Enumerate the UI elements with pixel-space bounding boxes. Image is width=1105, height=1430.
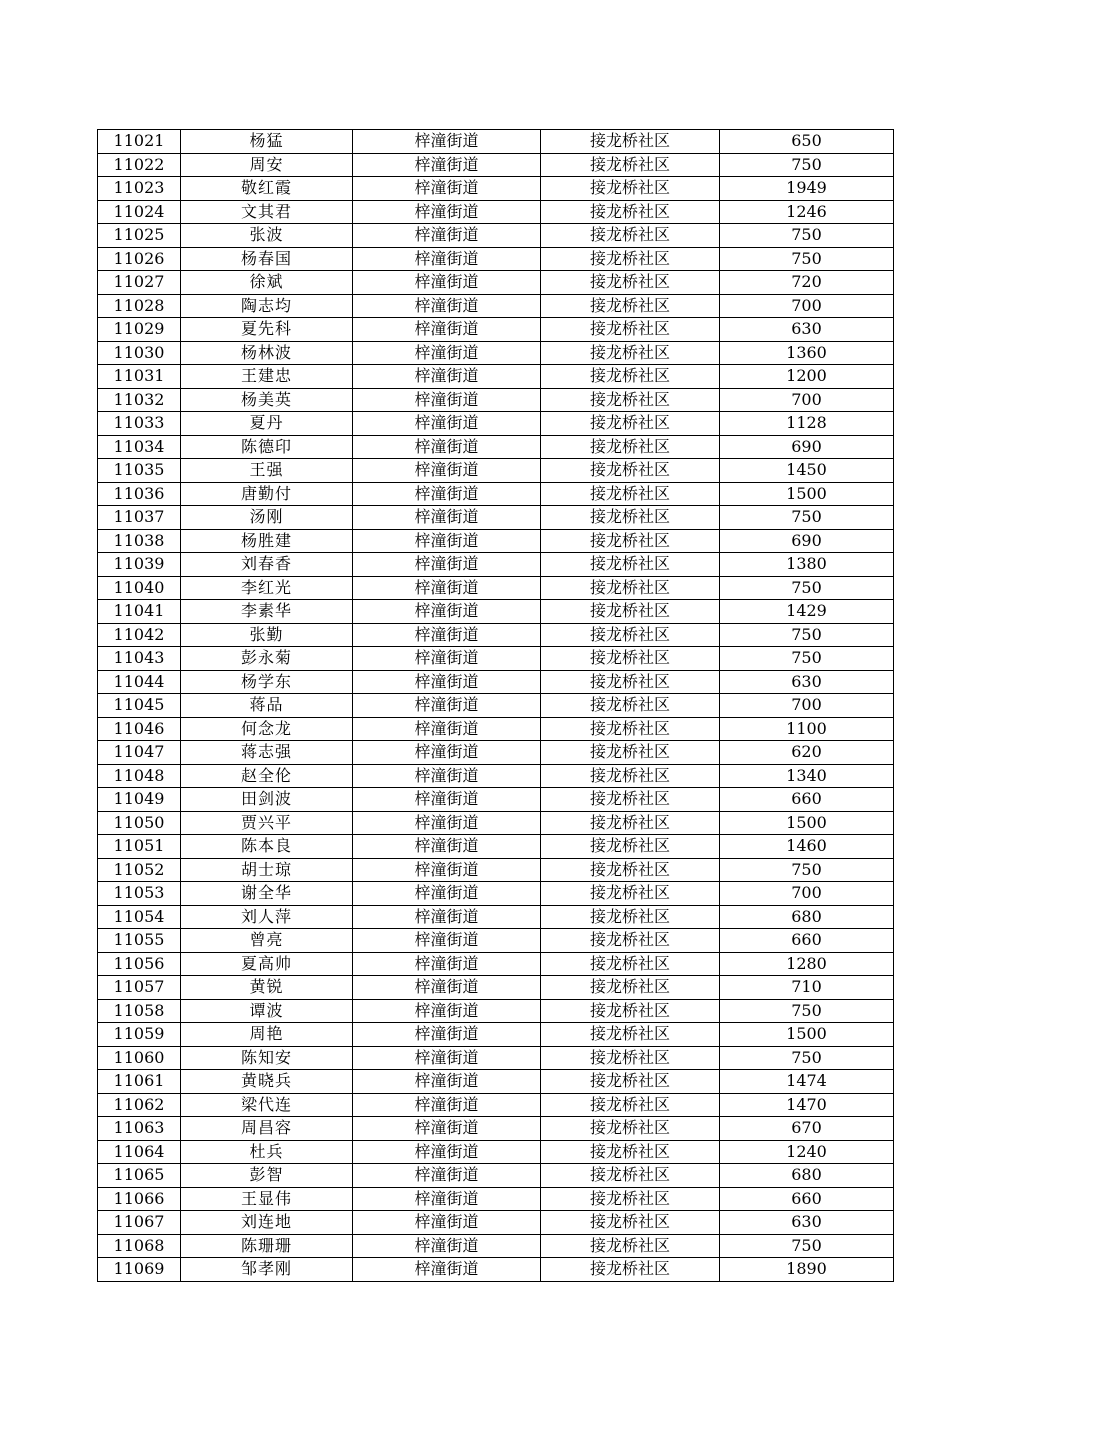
name-cell: 彭永菊 xyxy=(181,647,353,671)
table-row xyxy=(98,412,894,436)
name-cell: 陶志均 xyxy=(181,294,353,318)
id-cell: 11031 xyxy=(98,365,181,389)
street-cell: 梓潼街道 xyxy=(353,341,541,365)
community-cell: 接龙桥社区 xyxy=(541,1140,720,1164)
name-cell: 梁代连 xyxy=(181,1093,353,1117)
id-cell: 11044 xyxy=(98,670,181,694)
street-cell: 梓潼街道 xyxy=(353,153,541,177)
table-row xyxy=(98,882,894,906)
name-cell: 唐勤付 xyxy=(181,482,353,506)
name-cell: 蒋志强 xyxy=(181,741,353,765)
name-cell: 夏丹 xyxy=(181,412,353,436)
street-cell: 梓潼街道 xyxy=(353,741,541,765)
community-cell: 接龙桥社区 xyxy=(541,905,720,929)
street-cell: 梓潼街道 xyxy=(353,529,541,553)
table-row xyxy=(98,670,894,694)
name-cell: 谢全华 xyxy=(181,882,353,906)
name-cell: 胡士琼 xyxy=(181,858,353,882)
table-row xyxy=(98,271,894,295)
table-row xyxy=(98,553,894,577)
table-row xyxy=(98,858,894,882)
amount-cell: 1380 xyxy=(720,553,894,577)
street-cell: 梓潼街道 xyxy=(353,506,541,530)
table-row xyxy=(98,788,894,812)
community-cell: 接龙桥社区 xyxy=(541,858,720,882)
table-row xyxy=(98,506,894,530)
table-row xyxy=(98,835,894,859)
name-cell: 杨猛 xyxy=(181,130,353,154)
name-cell: 蒋品 xyxy=(181,694,353,718)
table-body xyxy=(98,130,894,1282)
amount-cell: 750 xyxy=(720,506,894,530)
id-cell: 11026 xyxy=(98,247,181,271)
table-row xyxy=(98,999,894,1023)
id-cell: 11021 xyxy=(98,130,181,154)
street-cell: 梓潼街道 xyxy=(353,1046,541,1070)
table-row xyxy=(98,952,894,976)
amount-cell: 1949 xyxy=(720,177,894,201)
street-cell: 梓潼街道 xyxy=(353,1117,541,1141)
table-row xyxy=(98,1093,894,1117)
name-cell: 杨林波 xyxy=(181,341,353,365)
id-cell: 11069 xyxy=(98,1258,181,1282)
name-cell: 杨胜建 xyxy=(181,529,353,553)
street-cell: 梓潼街道 xyxy=(353,835,541,859)
name-cell: 黄锐 xyxy=(181,976,353,1000)
amount-cell: 750 xyxy=(720,999,894,1023)
id-cell: 11056 xyxy=(98,952,181,976)
amount-cell: 1500 xyxy=(720,482,894,506)
table-row xyxy=(98,482,894,506)
amount-cell: 700 xyxy=(720,882,894,906)
community-cell: 接龙桥社区 xyxy=(541,929,720,953)
community-cell: 接龙桥社区 xyxy=(541,435,720,459)
community-cell: 接龙桥社区 xyxy=(541,788,720,812)
community-cell: 接龙桥社区 xyxy=(541,294,720,318)
community-cell: 接龙桥社区 xyxy=(541,153,720,177)
name-cell: 杨学东 xyxy=(181,670,353,694)
name-cell: 王建忠 xyxy=(181,365,353,389)
id-cell: 11034 xyxy=(98,435,181,459)
amount-cell: 1450 xyxy=(720,459,894,483)
id-cell: 11055 xyxy=(98,929,181,953)
amount-cell: 710 xyxy=(720,976,894,1000)
amount-cell: 1128 xyxy=(720,412,894,436)
street-cell: 梓潼街道 xyxy=(353,294,541,318)
street-cell: 梓潼街道 xyxy=(353,788,541,812)
id-cell: 11051 xyxy=(98,835,181,859)
table-row xyxy=(98,247,894,271)
community-cell: 接龙桥社区 xyxy=(541,529,720,553)
id-cell: 11042 xyxy=(98,623,181,647)
name-cell: 周安 xyxy=(181,153,353,177)
table-row xyxy=(98,388,894,412)
id-cell: 11065 xyxy=(98,1164,181,1188)
amount-cell: 750 xyxy=(720,1234,894,1258)
amount-cell: 1360 xyxy=(720,341,894,365)
amount-cell: 750 xyxy=(720,224,894,248)
name-cell: 谭波 xyxy=(181,999,353,1023)
id-cell: 11028 xyxy=(98,294,181,318)
table-row xyxy=(98,576,894,600)
community-cell: 接龙桥社区 xyxy=(541,576,720,600)
amount-cell: 690 xyxy=(720,529,894,553)
street-cell: 梓潼街道 xyxy=(353,576,541,600)
street-cell: 梓潼街道 xyxy=(353,717,541,741)
id-cell: 11048 xyxy=(98,764,181,788)
id-cell: 11033 xyxy=(98,412,181,436)
id-cell: 11043 xyxy=(98,647,181,671)
amount-cell: 750 xyxy=(720,1046,894,1070)
table-row xyxy=(98,1046,894,1070)
amount-cell: 1470 xyxy=(720,1093,894,1117)
name-cell: 敬红霞 xyxy=(181,177,353,201)
street-cell: 梓潼街道 xyxy=(353,647,541,671)
id-cell: 11061 xyxy=(98,1070,181,1094)
amount-cell: 750 xyxy=(720,576,894,600)
id-cell: 11023 xyxy=(98,177,181,201)
id-cell: 11037 xyxy=(98,506,181,530)
street-cell: 梓潼街道 xyxy=(353,1023,541,1047)
street-cell: 梓潼街道 xyxy=(353,1258,541,1282)
id-cell: 11039 xyxy=(98,553,181,577)
community-cell: 接龙桥社区 xyxy=(541,1070,720,1094)
amount-cell: 1240 xyxy=(720,1140,894,1164)
name-cell: 张波 xyxy=(181,224,353,248)
street-cell: 梓潼街道 xyxy=(353,1234,541,1258)
id-cell: 11054 xyxy=(98,905,181,929)
amount-cell: 750 xyxy=(720,647,894,671)
amount-cell: 1890 xyxy=(720,1258,894,1282)
street-cell: 梓潼街道 xyxy=(353,177,541,201)
amount-cell: 1340 xyxy=(720,764,894,788)
id-cell: 11049 xyxy=(98,788,181,812)
name-cell: 文其君 xyxy=(181,200,353,224)
table-row xyxy=(98,177,894,201)
street-cell: 梓潼街道 xyxy=(353,482,541,506)
name-cell: 田剑波 xyxy=(181,788,353,812)
community-cell: 接龙桥社区 xyxy=(541,1187,720,1211)
community-cell: 接龙桥社区 xyxy=(541,741,720,765)
street-cell: 梓潼街道 xyxy=(353,623,541,647)
street-cell: 梓潼街道 xyxy=(353,553,541,577)
table-row xyxy=(98,1164,894,1188)
street-cell: 梓潼街道 xyxy=(353,1187,541,1211)
name-cell: 陈德印 xyxy=(181,435,353,459)
name-cell: 赵全伦 xyxy=(181,764,353,788)
community-cell: 接龙桥社区 xyxy=(541,1211,720,1235)
table-row xyxy=(98,741,894,765)
table-row xyxy=(98,1234,894,1258)
table-row xyxy=(98,200,894,224)
table-row xyxy=(98,130,894,154)
amount-cell: 1500 xyxy=(720,1023,894,1047)
community-cell: 接龙桥社区 xyxy=(541,600,720,624)
street-cell: 梓潼街道 xyxy=(353,600,541,624)
community-cell: 接龙桥社区 xyxy=(541,271,720,295)
street-cell: 梓潼街道 xyxy=(353,271,541,295)
table-row xyxy=(98,600,894,624)
id-cell: 11058 xyxy=(98,999,181,1023)
amount-cell: 1474 xyxy=(720,1070,894,1094)
community-cell: 接龙桥社区 xyxy=(541,318,720,342)
community-cell: 接龙桥社区 xyxy=(541,553,720,577)
name-cell: 黄晓兵 xyxy=(181,1070,353,1094)
community-cell: 接龙桥社区 xyxy=(541,670,720,694)
name-cell: 陈珊珊 xyxy=(181,1234,353,1258)
name-cell: 王强 xyxy=(181,459,353,483)
street-cell: 梓潼街道 xyxy=(353,412,541,436)
id-cell: 11063 xyxy=(98,1117,181,1141)
community-cell: 接龙桥社区 xyxy=(541,459,720,483)
id-cell: 11064 xyxy=(98,1140,181,1164)
community-cell: 接龙桥社区 xyxy=(541,694,720,718)
street-cell: 梓潼街道 xyxy=(353,224,541,248)
name-cell: 杨美英 xyxy=(181,388,353,412)
table-row xyxy=(98,365,894,389)
community-cell: 接龙桥社区 xyxy=(541,835,720,859)
street-cell: 梓潼街道 xyxy=(353,1164,541,1188)
amount-cell: 750 xyxy=(720,247,894,271)
id-cell: 11024 xyxy=(98,200,181,224)
street-cell: 梓潼街道 xyxy=(353,858,541,882)
amount-cell: 1460 xyxy=(720,835,894,859)
amount-cell: 660 xyxy=(720,788,894,812)
name-cell: 刘连地 xyxy=(181,1211,353,1235)
street-cell: 梓潼街道 xyxy=(353,764,541,788)
table-row xyxy=(98,717,894,741)
id-cell: 11038 xyxy=(98,529,181,553)
amount-cell: 690 xyxy=(720,435,894,459)
id-cell: 11059 xyxy=(98,1023,181,1047)
table-row xyxy=(98,1211,894,1235)
community-cell: 接龙桥社区 xyxy=(541,130,720,154)
community-cell: 接龙桥社区 xyxy=(541,177,720,201)
street-cell: 梓潼街道 xyxy=(353,200,541,224)
community-cell: 接龙桥社区 xyxy=(541,1164,720,1188)
name-cell: 王显伟 xyxy=(181,1187,353,1211)
amount-cell: 630 xyxy=(720,1211,894,1235)
id-cell: 11047 xyxy=(98,741,181,765)
amount-cell: 670 xyxy=(720,1117,894,1141)
name-cell: 周艳 xyxy=(181,1023,353,1047)
community-cell: 接龙桥社区 xyxy=(541,952,720,976)
amount-cell: 1429 xyxy=(720,600,894,624)
community-cell: 接龙桥社区 xyxy=(541,717,720,741)
community-cell: 接龙桥社区 xyxy=(541,999,720,1023)
amount-cell: 700 xyxy=(720,294,894,318)
id-cell: 11057 xyxy=(98,976,181,1000)
street-cell: 梓潼街道 xyxy=(353,1070,541,1094)
street-cell: 梓潼街道 xyxy=(353,976,541,1000)
street-cell: 梓潼街道 xyxy=(353,952,541,976)
id-cell: 11027 xyxy=(98,271,181,295)
name-cell: 李素华 xyxy=(181,600,353,624)
amount-cell: 1200 xyxy=(720,365,894,389)
street-cell: 梓潼街道 xyxy=(353,882,541,906)
id-cell: 11053 xyxy=(98,882,181,906)
community-cell: 接龙桥社区 xyxy=(541,976,720,1000)
community-cell: 接龙桥社区 xyxy=(541,623,720,647)
street-cell: 梓潼街道 xyxy=(353,1140,541,1164)
table-row xyxy=(98,435,894,459)
id-cell: 11062 xyxy=(98,1093,181,1117)
community-cell: 接龙桥社区 xyxy=(541,1023,720,1047)
amount-cell: 620 xyxy=(720,741,894,765)
name-cell: 夏先科 xyxy=(181,318,353,342)
community-cell: 接龙桥社区 xyxy=(541,1093,720,1117)
id-cell: 11067 xyxy=(98,1211,181,1235)
amount-cell: 720 xyxy=(720,271,894,295)
amount-cell: 1280 xyxy=(720,952,894,976)
table-row xyxy=(98,905,894,929)
amount-cell: 680 xyxy=(720,905,894,929)
street-cell: 梓潼街道 xyxy=(353,388,541,412)
street-cell: 梓潼街道 xyxy=(353,365,541,389)
community-cell: 接龙桥社区 xyxy=(541,341,720,365)
amount-cell: 750 xyxy=(720,153,894,177)
table-row xyxy=(98,153,894,177)
id-cell: 11025 xyxy=(98,224,181,248)
id-cell: 11030 xyxy=(98,341,181,365)
id-cell: 11060 xyxy=(98,1046,181,1070)
community-cell: 接龙桥社区 xyxy=(541,224,720,248)
table-row xyxy=(98,1070,894,1094)
street-cell: 梓潼街道 xyxy=(353,929,541,953)
amount-cell: 700 xyxy=(720,694,894,718)
name-cell: 刘春香 xyxy=(181,553,353,577)
community-cell: 接龙桥社区 xyxy=(541,247,720,271)
id-cell: 11029 xyxy=(98,318,181,342)
amount-cell: 680 xyxy=(720,1164,894,1188)
id-cell: 11052 xyxy=(98,858,181,882)
amount-cell: 750 xyxy=(720,858,894,882)
amount-cell: 700 xyxy=(720,388,894,412)
community-cell: 接龙桥社区 xyxy=(541,811,720,835)
community-cell: 接龙桥社区 xyxy=(541,388,720,412)
name-cell: 徐斌 xyxy=(181,271,353,295)
name-cell: 陈本良 xyxy=(181,835,353,859)
table-row xyxy=(98,294,894,318)
street-cell: 梓潼街道 xyxy=(353,999,541,1023)
street-cell: 梓潼街道 xyxy=(353,1211,541,1235)
table-row xyxy=(98,224,894,248)
id-cell: 11050 xyxy=(98,811,181,835)
community-cell: 接龙桥社区 xyxy=(541,1046,720,1070)
id-cell: 11022 xyxy=(98,153,181,177)
community-cell: 接龙桥社区 xyxy=(541,764,720,788)
table-row xyxy=(98,694,894,718)
id-cell: 11046 xyxy=(98,717,181,741)
table-row xyxy=(98,1187,894,1211)
table-row xyxy=(98,1023,894,1047)
name-cell: 何念龙 xyxy=(181,717,353,741)
table-row xyxy=(98,811,894,835)
street-cell: 梓潼街道 xyxy=(353,435,541,459)
street-cell: 梓潼街道 xyxy=(353,318,541,342)
table-row xyxy=(98,459,894,483)
name-cell: 陈知安 xyxy=(181,1046,353,1070)
amount-cell: 630 xyxy=(720,318,894,342)
amount-cell: 1246 xyxy=(720,200,894,224)
table-row xyxy=(98,976,894,1000)
id-cell: 11032 xyxy=(98,388,181,412)
community-cell: 接龙桥社区 xyxy=(541,200,720,224)
id-cell: 11040 xyxy=(98,576,181,600)
table-row xyxy=(98,647,894,671)
table-row xyxy=(98,1140,894,1164)
id-cell: 11035 xyxy=(98,459,181,483)
table-row xyxy=(98,1117,894,1141)
table-row xyxy=(98,341,894,365)
name-cell: 夏高帅 xyxy=(181,952,353,976)
table-row xyxy=(98,929,894,953)
community-cell: 接龙桥社区 xyxy=(541,1117,720,1141)
community-cell: 接龙桥社区 xyxy=(541,412,720,436)
community-cell: 接龙桥社区 xyxy=(541,1258,720,1282)
amount-cell: 660 xyxy=(720,1187,894,1211)
table-row xyxy=(98,318,894,342)
name-cell: 李红光 xyxy=(181,576,353,600)
table-row xyxy=(98,1258,894,1282)
id-cell: 11041 xyxy=(98,600,181,624)
id-cell: 11068 xyxy=(98,1234,181,1258)
name-cell: 贾兴平 xyxy=(181,811,353,835)
street-cell: 梓潼街道 xyxy=(353,670,541,694)
name-cell: 彭智 xyxy=(181,1164,353,1188)
name-cell: 刘人萍 xyxy=(181,905,353,929)
id-cell: 11036 xyxy=(98,482,181,506)
amount-cell: 1100 xyxy=(720,717,894,741)
community-cell: 接龙桥社区 xyxy=(541,882,720,906)
table-row xyxy=(98,764,894,788)
community-cell: 接龙桥社区 xyxy=(541,482,720,506)
table-row xyxy=(98,529,894,553)
name-cell: 周昌容 xyxy=(181,1117,353,1141)
name-cell: 张勤 xyxy=(181,623,353,647)
name-cell: 邹孝刚 xyxy=(181,1258,353,1282)
street-cell: 梓潼街道 xyxy=(353,694,541,718)
amount-cell: 650 xyxy=(720,130,894,154)
street-cell: 梓潼街道 xyxy=(353,811,541,835)
name-cell: 曾亮 xyxy=(181,929,353,953)
street-cell: 梓潼街道 xyxy=(353,459,541,483)
data-table xyxy=(97,129,894,1282)
amount-cell: 630 xyxy=(720,670,894,694)
name-cell: 杨春国 xyxy=(181,247,353,271)
community-cell: 接龙桥社区 xyxy=(541,365,720,389)
id-cell: 11066 xyxy=(98,1187,181,1211)
name-cell: 杜兵 xyxy=(181,1140,353,1164)
street-cell: 梓潼街道 xyxy=(353,1093,541,1117)
street-cell: 梓潼街道 xyxy=(353,247,541,271)
street-cell: 梓潼街道 xyxy=(353,905,541,929)
name-cell: 汤刚 xyxy=(181,506,353,530)
community-cell: 接龙桥社区 xyxy=(541,1234,720,1258)
amount-cell: 750 xyxy=(720,623,894,647)
street-cell: 梓潼街道 xyxy=(353,130,541,154)
id-cell: 11045 xyxy=(98,694,181,718)
community-cell: 接龙桥社区 xyxy=(541,506,720,530)
amount-cell: 660 xyxy=(720,929,894,953)
community-cell: 接龙桥社区 xyxy=(541,647,720,671)
amount-cell: 1500 xyxy=(720,811,894,835)
table-row xyxy=(98,623,894,647)
